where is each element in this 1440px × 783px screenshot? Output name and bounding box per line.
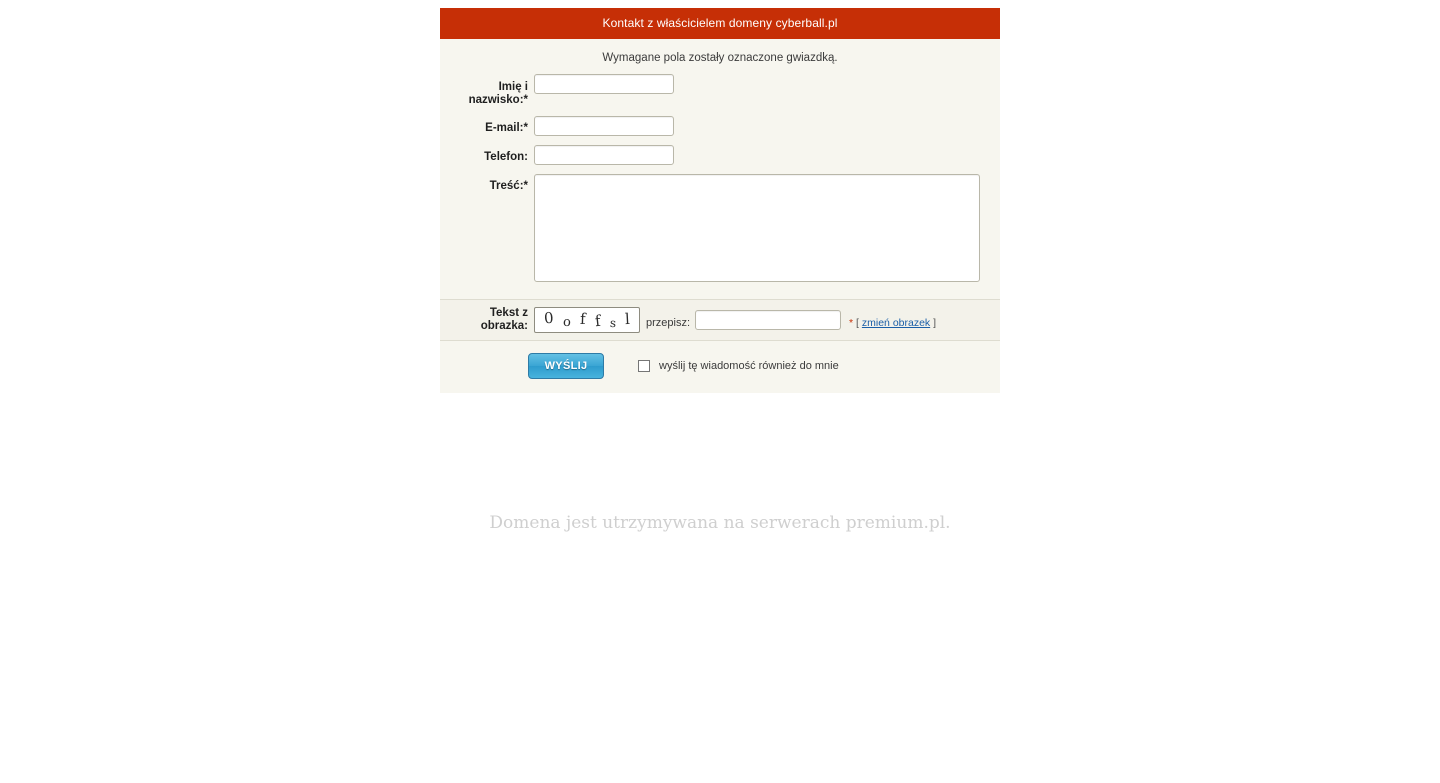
panel-header-title: Kontakt z właścicielem domeny cyberball.pl — [440, 8, 1000, 39]
captcha-char: o — [562, 314, 572, 330]
name-input[interactable] — [534, 74, 674, 94]
send-button[interactable]: WYŚLIJ — [528, 353, 604, 379]
copy-to-me-checkbox[interactable] — [638, 360, 650, 372]
captcha-char: f — [593, 311, 602, 331]
captcha-input[interactable] — [695, 310, 841, 330]
field-row-message — [440, 174, 1000, 282]
captcha-char: 0 — [543, 308, 554, 328]
field-row-email — [440, 116, 1000, 136]
captcha-required-star: * — [849, 316, 854, 329]
message-label: Treść:* — [489, 180, 528, 192]
captcha-refresh-group — [849, 312, 936, 329]
submit-row — [440, 341, 1000, 393]
footer-note: Domena jest utrzymywana na serwerach premium.pl. — [489, 513, 951, 533]
email-input[interactable] — [534, 116, 674, 136]
field-row-name — [440, 73, 1000, 107]
captcha-char: l — [624, 309, 631, 329]
field-row-phone — [440, 145, 1000, 165]
message-textarea[interactable] — [534, 174, 980, 282]
bracket-open: [ — [856, 316, 859, 329]
email-label: E-mail:* — [485, 122, 528, 134]
copy-to-me-label[interactable]: wyślij tę wiadomość również do mnie — [659, 360, 839, 372]
captcha-prompt: przepisz: — [646, 316, 691, 329]
captcha-label: Tekst z obrazka: — [480, 307, 528, 332]
contact-form — [440, 73, 1000, 299]
required-fields-note: Wymagane pola zostały oznaczone gwiazdką. — [602, 52, 838, 64]
captcha-char: s — [609, 315, 617, 331]
captcha-row — [440, 299, 1000, 341]
captcha-char: f — [579, 309, 586, 329]
bracket-close: ] — [933, 316, 937, 329]
name-label: Imię i nazwisko:* — [468, 81, 528, 106]
contact-form-panel — [440, 8, 1000, 393]
phone-label: Telefon: — [484, 151, 528, 163]
change-captcha-link[interactable]: zmień obrazek — [861, 316, 931, 329]
captcha-image — [534, 307, 640, 333]
phone-input[interactable] — [534, 145, 674, 165]
